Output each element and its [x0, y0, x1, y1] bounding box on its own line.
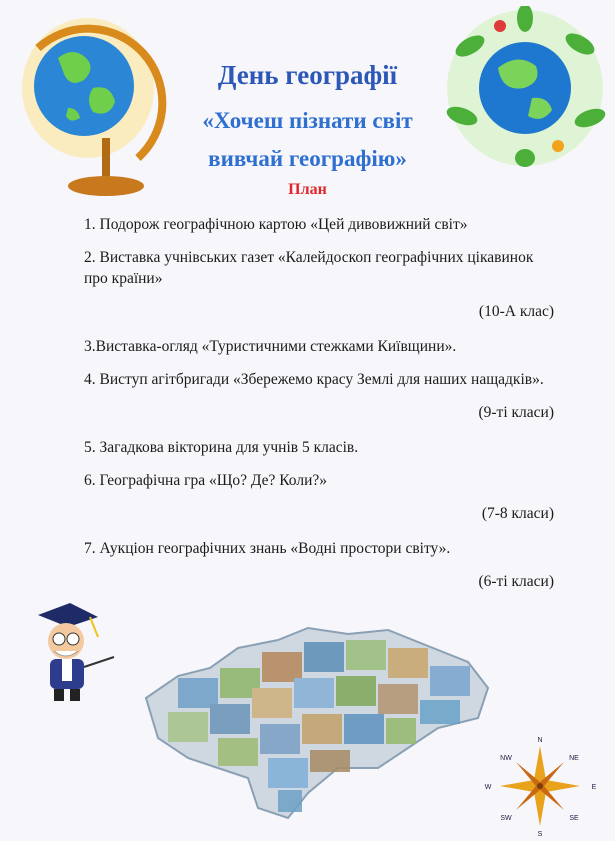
- plan-item-7-class: (6-ті класи): [478, 573, 554, 590]
- compass-nw-label: NW: [500, 755, 512, 762]
- plan-item-7: 7. Аукціон географічних знань «Водні простори світу».: [84, 540, 451, 557]
- compass-rose-icon: [478, 730, 606, 838]
- plan-item-3: 3.Виставка-огляд «Туристичними стежками Київщини».: [84, 338, 457, 355]
- plan-item-4: 4. Виступ агітбригади «Збережемо красу Землі для наших нащадків».: [84, 371, 544, 388]
- plan-item-6: 6. Географічна гра «Що? Де? Коли?»: [84, 472, 328, 489]
- plan-heading: План: [288, 181, 327, 198]
- plan-item-1: 1. Подорож географічною картою «Цей дивовижний світ»: [84, 216, 468, 233]
- subtitle-line-1: «Хочеш пізнати світ: [202, 108, 413, 133]
- plan-item-5: 5. Загадкова вікторина для учнів 5 класів.: [84, 439, 359, 456]
- compass-e-label: E: [591, 784, 597, 791]
- compass-ne-label: NE: [569, 755, 579, 762]
- plan-item-4-class: (9-ті класи): [478, 404, 554, 421]
- compass-w-label: W: [484, 784, 492, 791]
- subtitle-line-2: вивчай географію»: [208, 146, 407, 171]
- compass-sw-label: SW: [500, 815, 512, 822]
- plan-item-6-class: (7-8 класи): [481, 505, 554, 522]
- plan-item-2-class: (10-А клас): [478, 303, 554, 320]
- compass-n-label: N: [537, 737, 543, 744]
- ukraine-map-collage-icon: [138, 618, 496, 830]
- compass-s-label: S: [537, 831, 543, 838]
- plan-item-2: 2. Виставка учнівських газет «Калейдоскоп географічних цікавинок про країни»: [84, 249, 534, 287]
- professor-cartoon-icon: [18, 597, 118, 707]
- compass-se-label: SE: [569, 815, 579, 822]
- plan-list: [84, 214, 554, 606]
- page-title: День географії: [217, 60, 398, 90]
